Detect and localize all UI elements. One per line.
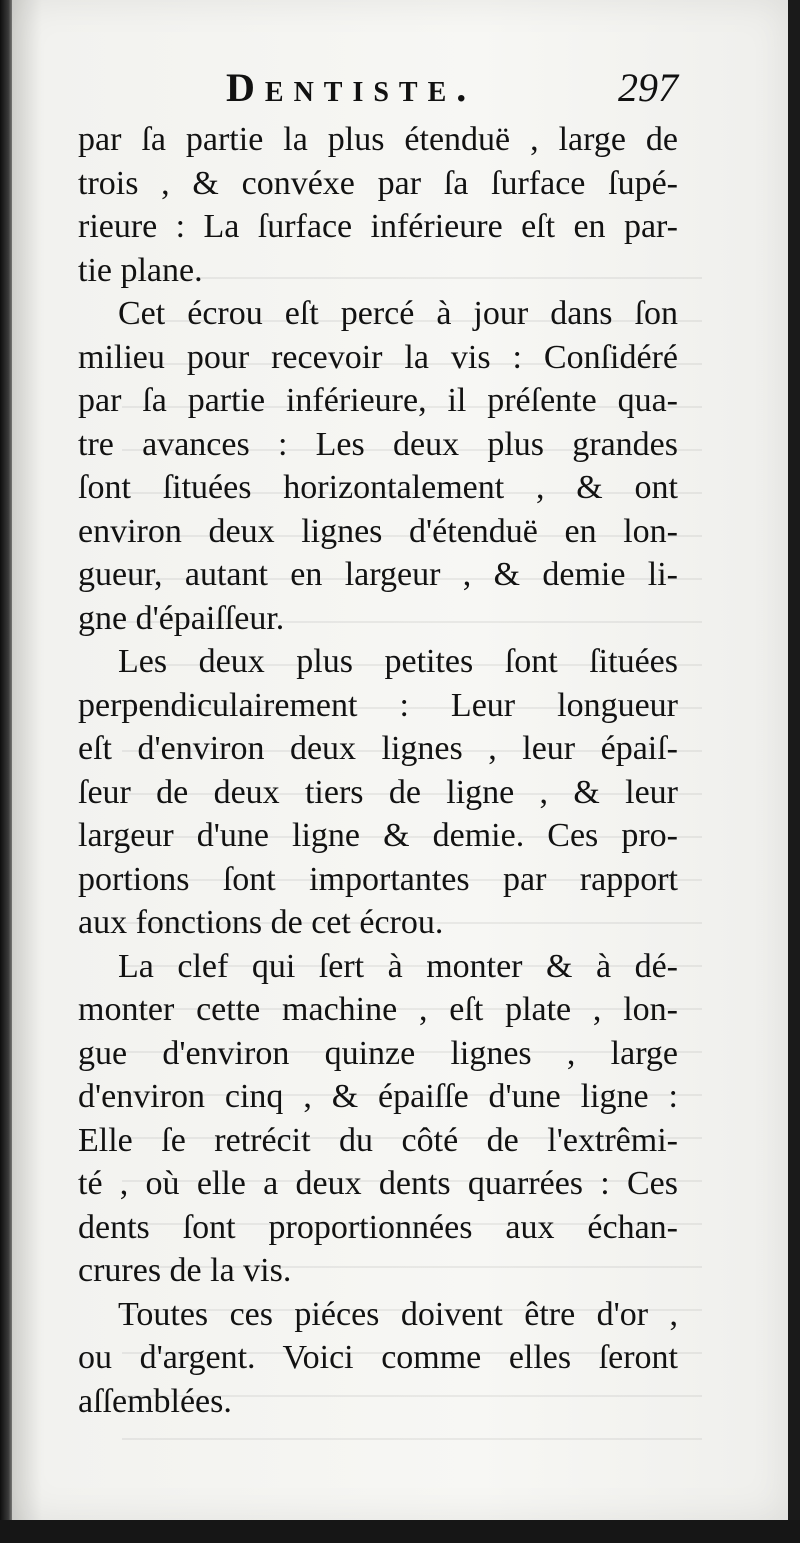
text-line: portions ſont importantes par rapport [78, 860, 678, 898]
text-line: trois , & convéxe par ſa ſurface ſupé- [78, 164, 678, 202]
text-line: La clef qui ſert à monter & à dé- [118, 947, 678, 985]
text-line: Cet écrou eſt percé à jour dans ſon [118, 295, 678, 332]
text-line: tre avances : Les deux plus grandes [78, 425, 678, 463]
text-line: tie plane. [78, 251, 203, 289]
text-line: gne d'épaiſſeur. [78, 599, 285, 637]
text-line: dents ſont proportionnées aux échan- [78, 1208, 678, 1246]
text-line: gueur, autant en largeur , & demie li- [78, 556, 678, 593]
text-line: eſt d'environ deux lignes , leur épaiſ- [78, 730, 678, 767]
text-line: ſont ſituées horizontalement , & ont [78, 469, 678, 506]
paragraph [78, 1293, 678, 1424]
text-line: par ſa partie inférieure, il préſente qua- [78, 382, 678, 419]
page-number: 297 [618, 65, 678, 110]
paragraph [78, 945, 678, 1293]
text-line: perpendiculairement : Leur longueur [78, 686, 678, 724]
running-head: Dentiste. [226, 65, 477, 110]
text-line: té , où elle a deux dents quarrées : Ces [78, 1165, 678, 1202]
text-line: ou d'argent. Voici comme elles ſeront [78, 1339, 678, 1376]
paragraph [78, 292, 678, 640]
paragraph [78, 640, 678, 945]
text-line: environ deux lignes d'étenduë en lon- [78, 512, 678, 550]
text-line: largeur d'une ligne & demie. Ces pro- [78, 817, 678, 854]
text-line: crures de la vis. [78, 1252, 292, 1289]
text-line: ſeur de deux tiers de ligne , & leur [78, 773, 678, 811]
text-line: par ſa partie la plus étenduë , large de [78, 121, 678, 158]
page-bottom-edge [0, 1520, 800, 1543]
text-line: aux fonctions de cet écrou. [78, 904, 444, 941]
paragraph [78, 118, 678, 292]
text-line: milieu pour recevoir la vis : Conſidéré [78, 338, 678, 376]
text-line: monter cette machine , eſt plate , lon- [78, 991, 678, 1028]
text-line: Toutes ces piéces doivent être d'or , [118, 1295, 678, 1333]
text-line: Les deux plus petites ſont ſituées [118, 643, 678, 680]
text-line: d'environ cinq , & épaiſſe d'une ligne : [78, 1078, 678, 1115]
page-body [78, 118, 678, 1423]
text-line: aſſemblées. [78, 1382, 232, 1420]
text-line: gue d'environ quinze lignes , large [78, 1034, 678, 1072]
text-line: rieure : La ſurface inférieure eſt en par- [78, 208, 678, 245]
text-line: Elle ſe retrécit du côté de l'extrêmi- [78, 1121, 678, 1159]
